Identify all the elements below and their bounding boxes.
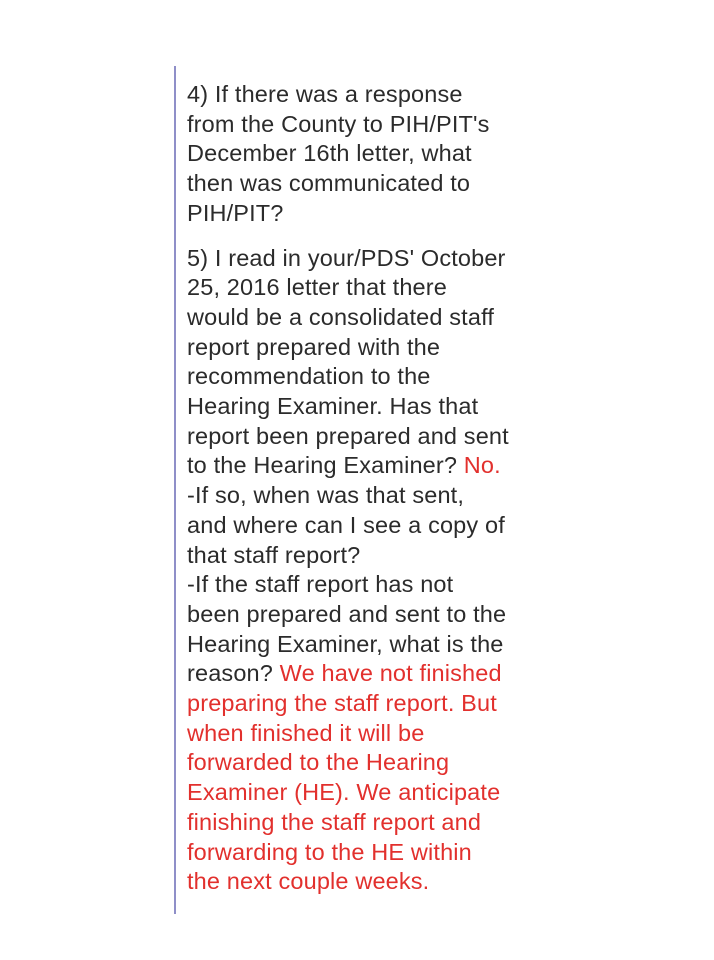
- text-line: Hearing Examiner. Has that: [187, 393, 479, 420]
- text-line: Hearing Examiner, what is the: [187, 630, 504, 657]
- question-text: reason?: [187, 660, 273, 687]
- text-line: would be a consolidated staff: [187, 303, 495, 330]
- question-text: to the Hearing Examiner?: [187, 452, 458, 479]
- reply-line: forwarding to the HE within: [187, 838, 472, 865]
- text-line: been prepared and sent to the: [187, 600, 507, 627]
- text-line: recommendation to the: [187, 363, 431, 390]
- text-line: PIH/PIT?: [187, 199, 284, 226]
- reply-line: Examiner (HE). We anticipate: [187, 779, 501, 806]
- text-line: then was communicated to: [187, 170, 471, 197]
- text-line: December 16th letter, what: [187, 140, 472, 167]
- text-line: [187, 451, 702, 481]
- reply-line: forwarded to the Hearing: [187, 749, 450, 776]
- question-5: [187, 244, 702, 897]
- reply-line: finishing the staff report and: [187, 808, 482, 835]
- reply-answer: No.: [463, 452, 501, 479]
- reply-line: when finished it will be: [187, 719, 425, 746]
- text-line: 4) If there was a response: [187, 81, 463, 107]
- question-4: [187, 80, 702, 229]
- reply-line: the next couple weeks.: [187, 868, 430, 895]
- text-line: [187, 659, 702, 689]
- text-line: -If the staff report has not: [187, 571, 454, 598]
- text-line: that staff report?: [187, 541, 361, 568]
- text-line: from the County to PIH/PIT's: [187, 110, 490, 137]
- text-line: -If so, when was that sent,: [187, 482, 465, 509]
- quote-bar: [174, 66, 176, 914]
- text-line: 5) I read in your/PDS' October: [187, 244, 506, 271]
- text-line: and where can I see a copy of: [187, 511, 505, 538]
- text-line: report prepared with the: [187, 333, 441, 360]
- reply-line: preparing the staff report. But: [187, 690, 497, 717]
- text-line: report been prepared and sent: [187, 422, 509, 449]
- reply-text: We have not finished: [279, 660, 502, 687]
- text-line: 25, 2016 letter that there: [187, 274, 447, 301]
- quoted-message: [187, 80, 702, 897]
